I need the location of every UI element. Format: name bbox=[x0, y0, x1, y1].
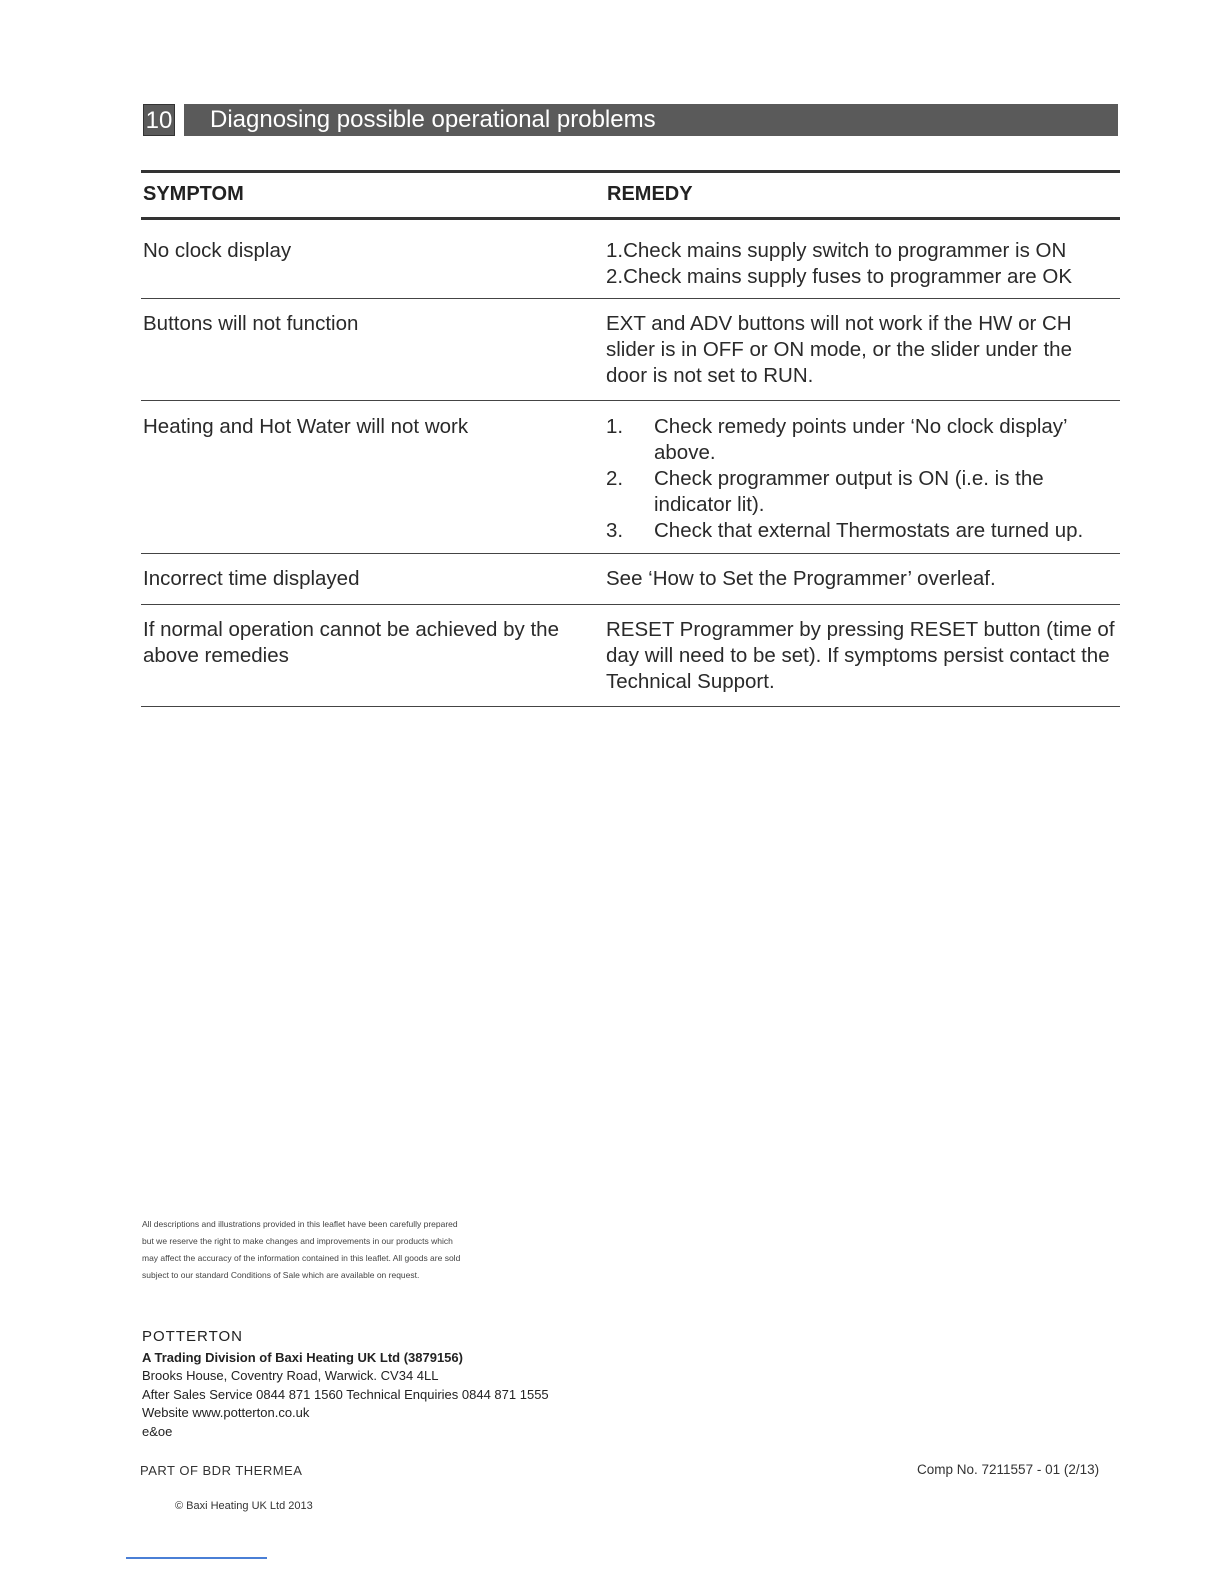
section-header bbox=[143, 104, 1118, 136]
company-eoe: e&oe bbox=[142, 1423, 173, 1439]
remedy-list bbox=[606, 414, 1116, 544]
table-row bbox=[141, 605, 1120, 706]
item-number: 1. bbox=[606, 415, 624, 438]
symptom-cell: Buttons will not function bbox=[143, 312, 359, 335]
disclaimer-line: All descriptions and illustrations provided in this leaflet have been carefully prepared bbox=[142, 1219, 458, 1229]
remedy-line: 2.Check mains supply fuses to programmer are OK bbox=[606, 265, 1072, 288]
remedy-cell: RESET Programmer by pressing RESET button (time of day will need to be set). If symptoms persist contact the Technical Support. bbox=[606, 618, 1115, 693]
scan-edge-line bbox=[126, 1557, 267, 1559]
disclaimer bbox=[142, 1216, 522, 1284]
brand-name: POTTERTON bbox=[142, 1328, 243, 1345]
remedy-cell bbox=[606, 238, 1116, 290]
section-title: Diagnosing possible operational problems bbox=[184, 104, 1118, 136]
part-of-label: PART OF BDR THERMEA bbox=[140, 1463, 303, 1478]
diagnosis-table bbox=[141, 170, 1120, 707]
table-row bbox=[141, 401, 1120, 553]
list-item bbox=[606, 518, 1116, 544]
section-number: 10 bbox=[143, 104, 175, 136]
table-row bbox=[141, 220, 1120, 298]
table-row bbox=[141, 554, 1120, 604]
item-number: 3. bbox=[606, 519, 624, 542]
disclaimer-line: but we reserve the right to make changes and improvements in our products which bbox=[142, 1236, 453, 1246]
item-number: 2. bbox=[606, 467, 624, 490]
company-line: A Trading Division of Baxi Heating UK Ltd (3879156) bbox=[142, 1349, 463, 1365]
symptom-cell: Heating and Hot Water will not work bbox=[143, 415, 469, 438]
company-website: Website www.potterton.co.uk bbox=[142, 1405, 310, 1420]
item-text: Check remedy points under ‘No clock display’ above. bbox=[654, 415, 1067, 464]
disclaimer-line: subject to our standard Conditions of Sale which are available on request. bbox=[142, 1270, 420, 1280]
remedy-cell bbox=[606, 414, 1116, 544]
remedy-cell: See ‘How to Set the Programmer’ overleaf. bbox=[606, 567, 996, 590]
comp-number: Comp No. 7211557 - 01 (2/13) bbox=[917, 1462, 1100, 1477]
disclaimer-line: may affect the accuracy of the information contained in this leaflet. All goods are sold bbox=[142, 1253, 461, 1263]
company-info bbox=[142, 1328, 549, 1441]
table-bottom-rule bbox=[141, 706, 1120, 707]
header-remedy: REMEDY bbox=[607, 183, 693, 205]
table-header bbox=[141, 173, 1120, 217]
item-text: Check that external Thermostats are turned up. bbox=[654, 519, 1084, 542]
list-item bbox=[606, 414, 1116, 466]
company-address: Brooks House, Coventry Road, Warwick. CV34 4LL bbox=[142, 1368, 439, 1383]
table-row bbox=[141, 299, 1120, 400]
copyright: © Baxi Heating UK Ltd 2013 bbox=[175, 1500, 313, 1512]
symptom-cell: No clock display bbox=[143, 239, 292, 262]
remedy-cell: EXT and ADV buttons will not work if the HW or CH slider is in OFF or ON mode, or the slider under the door is not set to RUN. bbox=[606, 312, 1072, 387]
symptom-cell: Incorrect time displayed bbox=[143, 567, 360, 590]
item-text: Check programmer output is ON (i.e. is the indicator lit). bbox=[654, 467, 1044, 516]
header-symptom: SYMPTOM bbox=[143, 183, 244, 205]
remedy-line: 1.Check mains supply switch to programmer is ON bbox=[606, 239, 1067, 262]
company-phones: After Sales Service 0844 871 1560 Technical Enquiries 0844 871 1555 bbox=[142, 1386, 549, 1402]
list-item bbox=[606, 466, 1116, 518]
symptom-cell: If normal operation cannot be achieved by the above remedies bbox=[143, 618, 559, 667]
